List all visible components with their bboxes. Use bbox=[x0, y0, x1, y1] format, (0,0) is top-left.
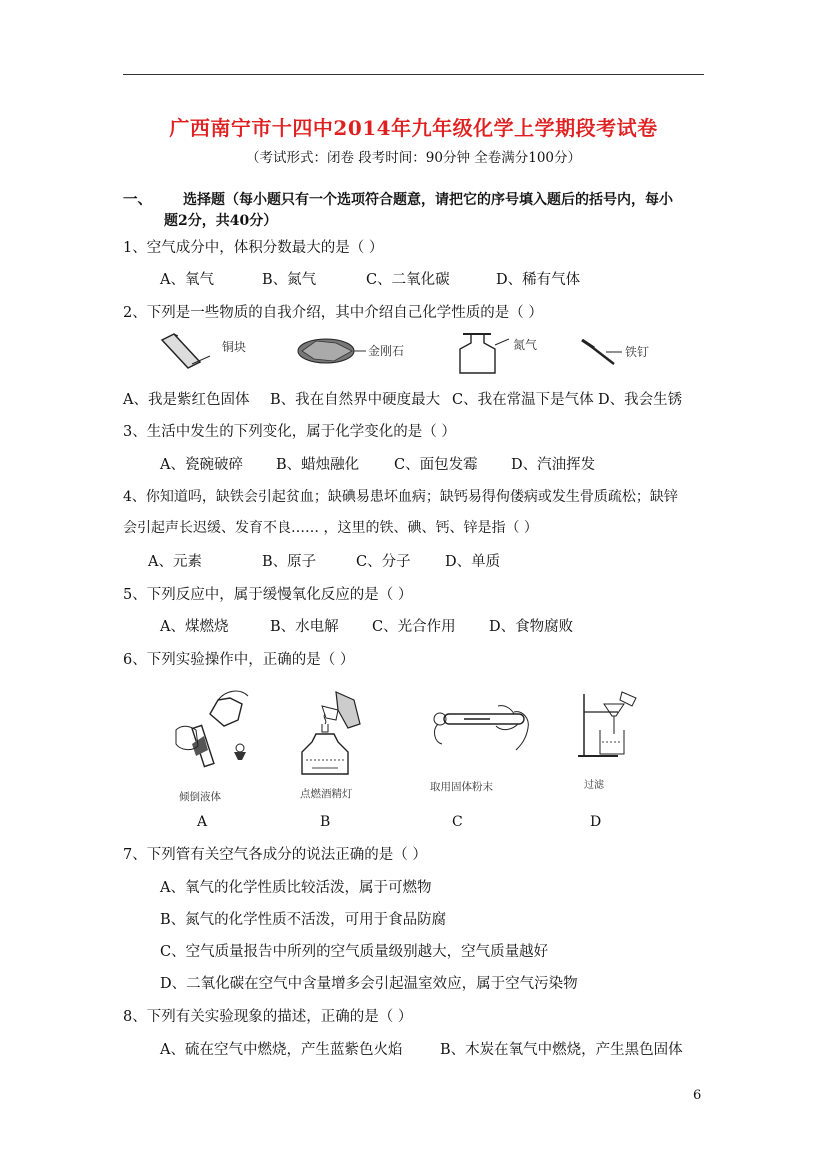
q5-option-c: C、光合作用 bbox=[372, 619, 456, 635]
q3-option-d: D、汽油挥发 bbox=[511, 457, 596, 473]
q5-stem: 5、下列反应中，属于缓慢氧化反应的是（ ） bbox=[123, 587, 413, 603]
q2-option-a: A、我是紫红色固体 bbox=[123, 392, 250, 408]
q6-stem: 6、下列实验操作中，正确的是（ ） bbox=[123, 652, 355, 668]
q4-option-d: D、单质 bbox=[445, 554, 501, 570]
section-number: 一、 bbox=[123, 191, 152, 208]
filtration-illustration bbox=[578, 690, 648, 762]
iron-nail-icon bbox=[578, 338, 628, 368]
nitrogen-label: 氮气 bbox=[513, 338, 538, 352]
q5-option-a: A、煤燃烧 bbox=[160, 619, 229, 635]
q8-option-b: B、木炭在氧气中燃烧，产生黑色固体 bbox=[440, 1042, 683, 1058]
header-rule bbox=[123, 74, 704, 75]
pouring-liquid-illustration bbox=[168, 686, 258, 786]
q3-option-a: A、瓷碗破碎 bbox=[160, 457, 243, 473]
caption-d: 过滤 bbox=[584, 780, 604, 791]
page-number: 6 bbox=[693, 1088, 702, 1103]
q4-stem-line2: 会引起声长迟缓、发育不良…… ，这里的铁、碘、钙、锌是指（ ） bbox=[123, 520, 538, 536]
figure-letter-d: D bbox=[590, 814, 602, 830]
exam-title: 广西南宁市十四中2014年九年级化学上学期段考试卷 bbox=[169, 116, 658, 140]
alcohol-lamp-illustration bbox=[292, 688, 372, 788]
figure-letter-c: C bbox=[452, 814, 463, 830]
q2-option-d: D、我会生锈 bbox=[598, 392, 683, 408]
q7-option-a: A、氧气的化学性质比较活泼，属于可燃物 bbox=[160, 880, 432, 896]
section-heading-line2: 题2分，共40分） bbox=[164, 213, 278, 229]
copper-block-icon bbox=[160, 332, 220, 372]
q7-option-c: C、空气质量报告中所列的空气质量级别越大，空气质量越好 bbox=[160, 944, 549, 960]
q7-option-b: B、氮气的化学性质不活泼，可用于食品防腐 bbox=[160, 912, 447, 928]
q1-option-c: C、二氧化碳 bbox=[366, 272, 450, 288]
q4-stem-line1: 4、你知道吗，缺铁会引起贫血；缺碘易患坏血病；缺钙易得佝偻病或发生骨质疏松；缺锌 bbox=[123, 489, 678, 505]
q8-stem: 8、下列有关实验现象的描述，正确的是（ ） bbox=[123, 1009, 413, 1025]
gas-bottle-icon bbox=[455, 331, 515, 375]
q3-option-b: B、蜡烛融化 bbox=[276, 457, 360, 473]
exam-subtitle: （考试形式：闭卷 段考时间：90分钟 全卷满分100分） bbox=[245, 150, 582, 166]
q2-stem: 2、下列是一些物质的自我介绍，其中介绍自己化学性质的是（ ） bbox=[123, 305, 543, 321]
copper-label: 铜块 bbox=[222, 340, 247, 354]
caption-b: 点燃酒精灯 bbox=[300, 788, 353, 800]
q7-stem: 7、下列管有关空气各成分的说法正确的是（ ） bbox=[123, 847, 427, 863]
q5-option-d: D、食物腐败 bbox=[489, 619, 574, 635]
caption-a: 倾倒液体 bbox=[179, 791, 221, 803]
q1-option-a: A、氧气 bbox=[160, 272, 214, 288]
solid-powder-illustration bbox=[428, 700, 538, 756]
q4-option-a: A、元素 bbox=[148, 554, 202, 570]
q4-option-c: C、分子 bbox=[356, 554, 411, 570]
q3-option-c: C、面包发霉 bbox=[394, 457, 478, 473]
q8-option-a: A、硫在空气中燃烧，产生蓝紫色火焰 bbox=[160, 1042, 403, 1058]
diamond-icon bbox=[296, 333, 366, 369]
section-heading-line1: 选择题（每小题只有一个选项符合题意，请把它的序号填入题后的括号内，每小 bbox=[183, 192, 673, 208]
q3-stem: 3、生活中发生的下列变化，属于化学变化的是（ ） bbox=[123, 424, 456, 440]
q7-option-d: D、二氧化碳在空气中含量增多会引起温室效应，属于空气污染物 bbox=[160, 976, 578, 992]
iron-nail-label: 铁钉 bbox=[625, 345, 650, 359]
q2-option-b: B、我在自然界中硬度最大 bbox=[270, 392, 441, 408]
q5-option-b: B、水电解 bbox=[270, 619, 339, 635]
diamond-label: 金刚石 bbox=[368, 344, 405, 358]
q2-option-c: C、我在常温下是气体 bbox=[452, 392, 594, 408]
q4-option-b: B、原子 bbox=[262, 554, 317, 570]
q1-option-b: B、氮气 bbox=[262, 272, 317, 288]
figure-letter-b: B bbox=[320, 814, 331, 830]
figure-letter-a: A bbox=[197, 814, 208, 830]
caption-c: 取用固体粉末 bbox=[430, 781, 493, 793]
q1-stem: 1、空气成分中，体积分数最大的是（ ） bbox=[123, 240, 384, 256]
q1-option-d: D、稀有气体 bbox=[496, 272, 581, 288]
